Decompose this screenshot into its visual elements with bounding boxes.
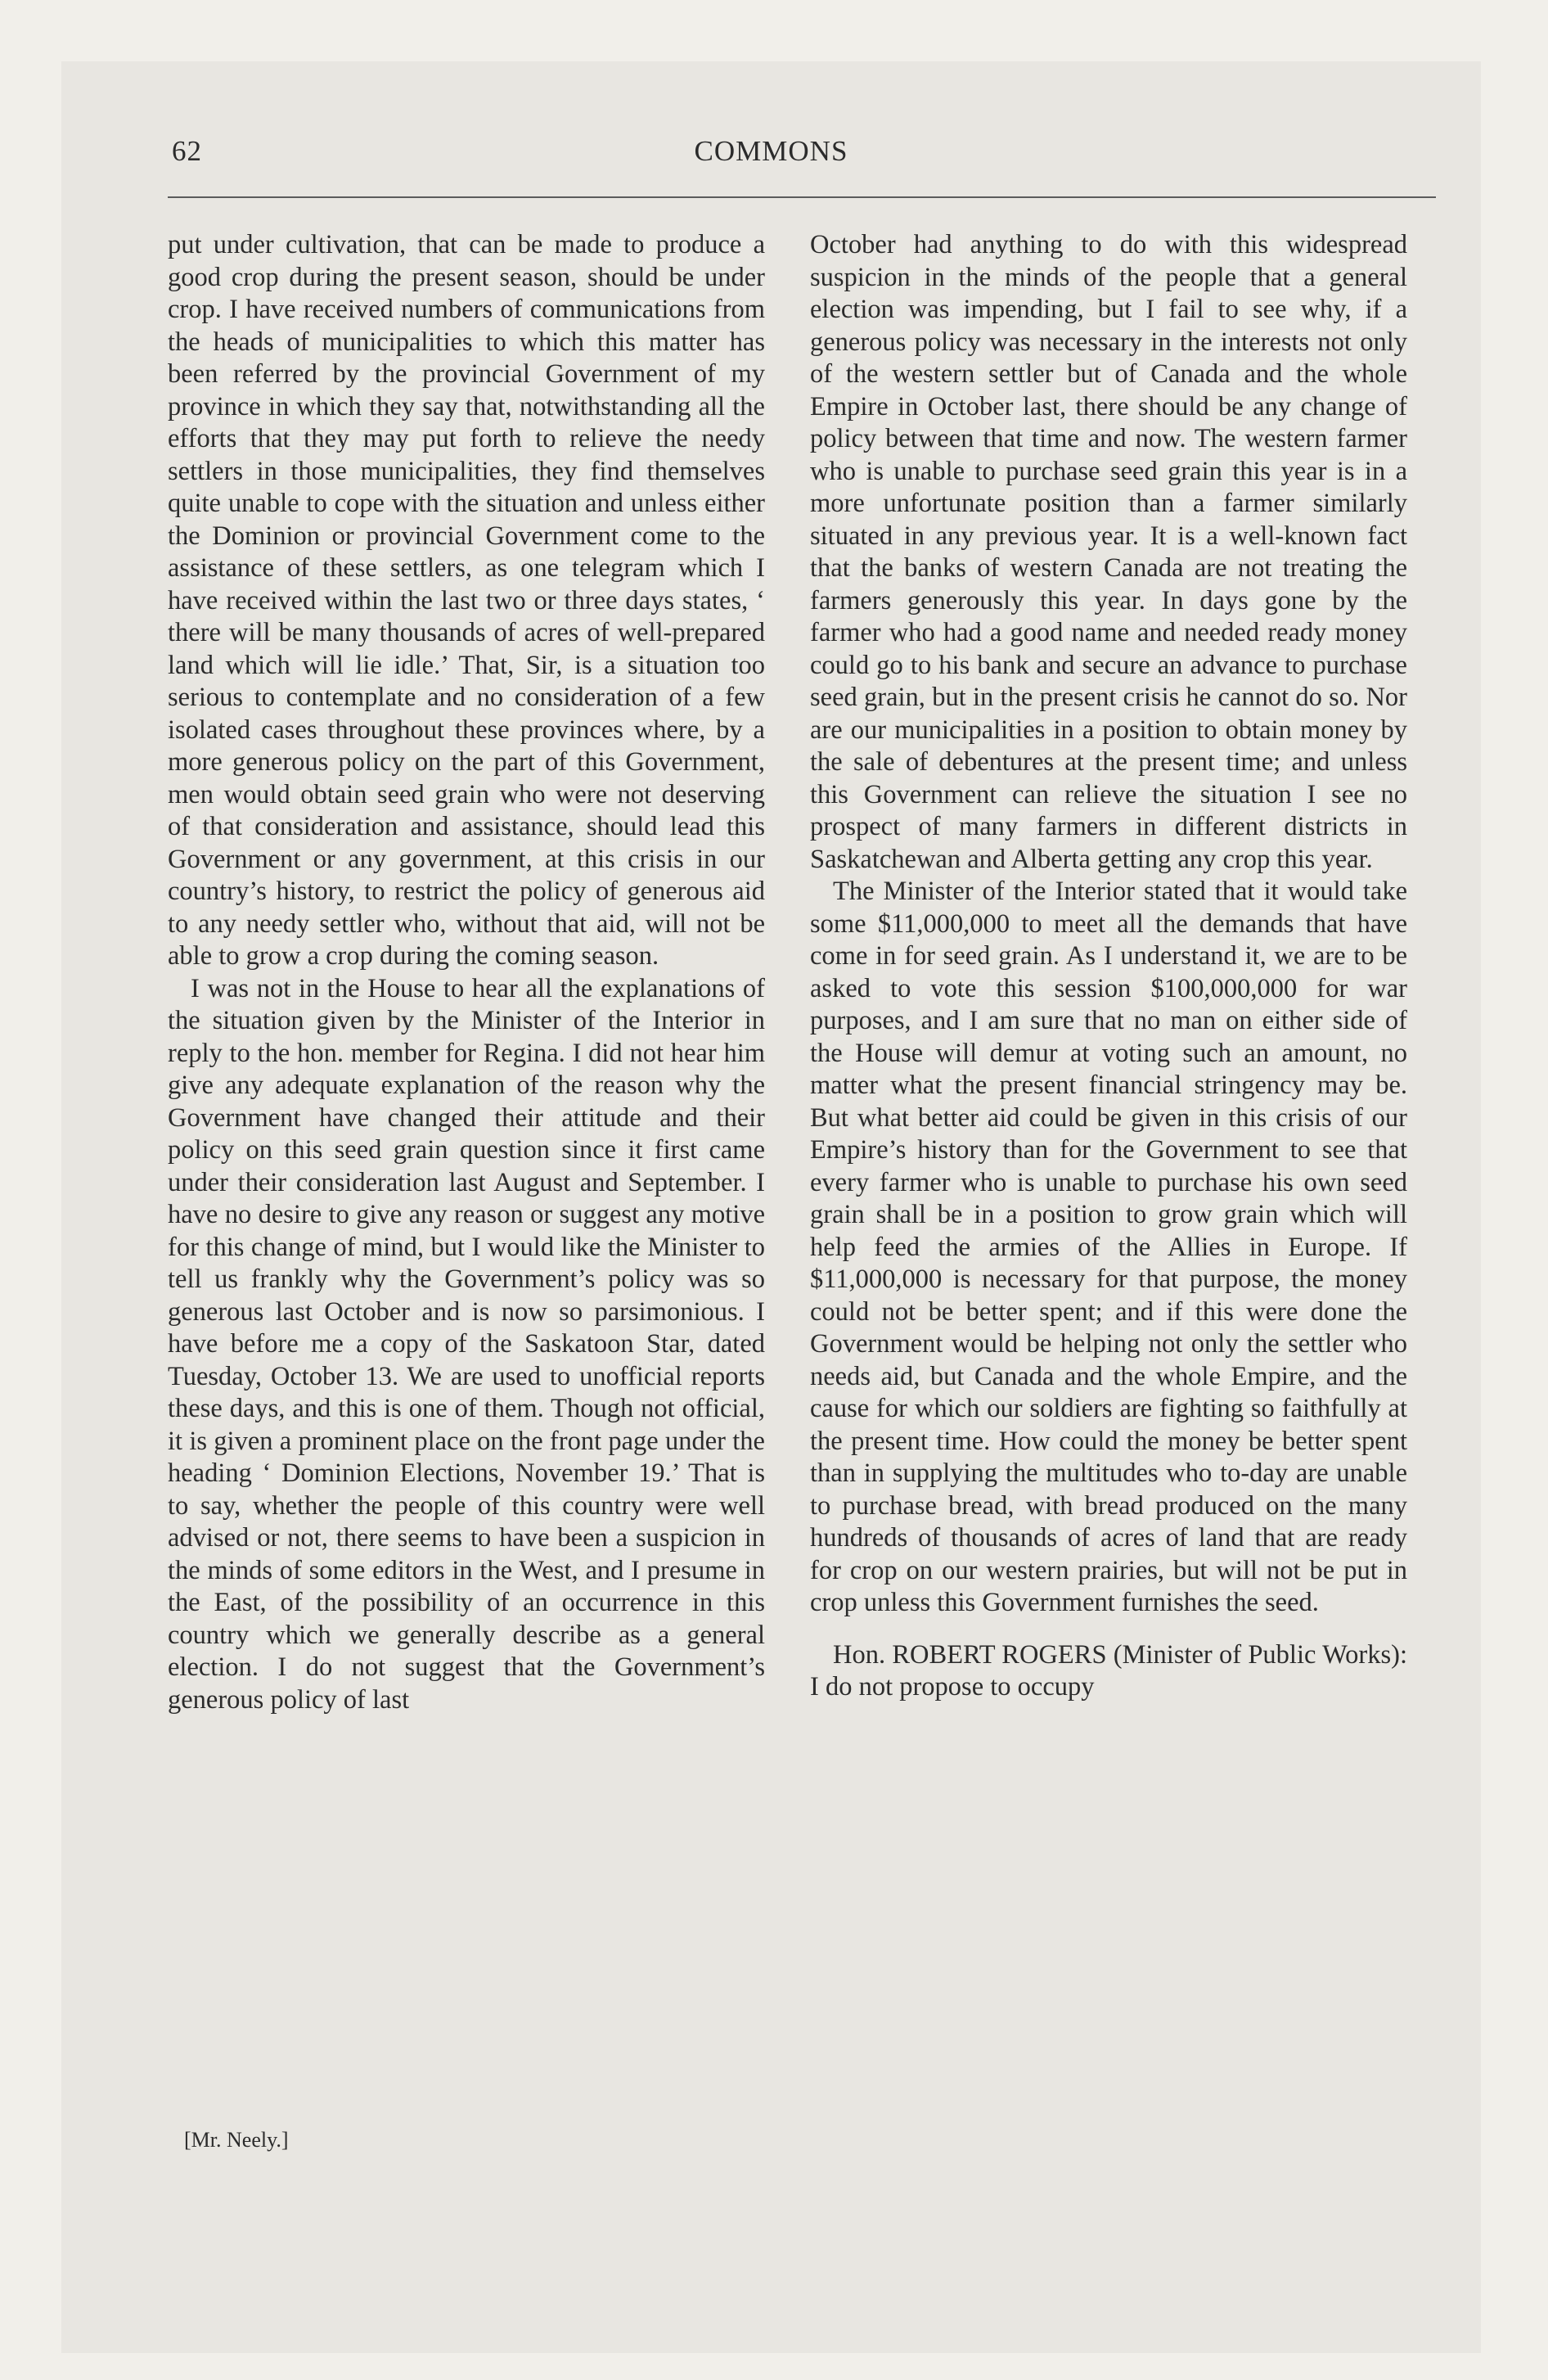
page-number: 62: [172, 135, 202, 167]
speaker-note: [Mr. Neely.]: [184, 2128, 289, 2152]
header-rule: [168, 196, 1436, 198]
paragraph: put under cultivation, that can be made to produce a good crop during the present season, should be under crop. I have received numbers of communications from the heads of municipalities to which this matter has been referred by the provincial Government of my province in which they say that, notwithstanding all the efforts that they may put forth to relieve the needy settlers in those municipalities, they find themselves quite unable to cope with the situation and unless either the Dominion or provincial Government come to the assistance of these settlers, as one telegram which I have received within the last two or three days states, ‘ there will be many thousands of acres of well-prepared land which will lie idle.’ That, Sir, is a situation too serious to contemplate and no consideration of a few isolated cases throughout these provinces where, by a more generous policy on the part of this Government, men would obtain seed grain who were not deserving of that consideration and assistance, should lead this Government or any government, at this crisis in our country’s history, to restrict the policy of generous aid to any needy settler who, without that aid, will not be able to grow a crop during the coming season.: [168, 230, 765, 971]
page-title: COMMONS: [694, 135, 848, 167]
paragraph: October had anything to do with this widespread suspicion in the minds of the people that a general election was impending, but I fail to see why, if a generous policy was necessary in the interests not only of the western settler but of Canada and the whole Empire in October last, there should be any change of policy between that time and now. The western farmer who is unable to purchase seed grain this year is in a more unfortunate position than a farmer similarly situated in any previous year. It is a well-known fact that the banks of western Canada are not treating the farmers generously this year. In days gone by the farmer who had a good name and needed ready money could go to his bank and secure an advance to purchase seed grain, but in the present crisis he cannot do so. Nor are our municipalities in a position to obtain money by the sale of debentures at the present time; and unless this Government can relieve the situation I see no prospect of many farmers in different districts in Saskatchewan and Alberta getting any crop this year.: [810, 230, 1407, 874]
paragraph: I was not in the House to hear all the explanations of the situation given by the Minister of the Interior in reply to the hon. member for Regina. I did not hear him give any adequate explanation of the reason why the Government have changed their attitude and their policy on this seed grain question since it first came under their consideration last August and September. I have no desire to give any reason or suggest any motive for this change of mind, but I would like the Minister to tell us frankly why the Government’s policy was so generous last October and is now so parsimonious. I have before me a copy of the Saskatoon Star, dated Tuesday, October 13. We are used to unofficial reports these days, and this is one of them. Though not official, it is given a prominent place on the front page under the heading ‘ Dominion Elections, November 19.’ That is to say, whether the people of this country were well advised or not, there seems to have been a suspicion in the minds of some editors in the West, and I presume in the East, of the possibility of an occurrence in this country which we generally describe as a general election. I do not suggest that the Government’s generous policy of last: [168, 973, 765, 1715]
paragraph: The Minister of the Interior stated that it would take some $11,000,000 to meet all the demands that have come in for seed grain. As I understand it, we are to be asked to vote this session $100,000,000 for war purposes, and I am sure that no man on either side of the House will demur at voting such an amount, no matter what the present financial stringency may be. But what better aid could be given in this crisis of our Empire’s history than for the Government to see that every farmer who is unable to purchase his own seed grain shall be in a position to grow grain which will help feed the armies of the Allies in Europe. If $11,000,000 is necessary for that purpose, the money could not be better spent; and if this were done the Government would be helping not only the settler who needs aid, but Canada and the whole Empire, and the cause for which our soldiers are fighting so faithfully at the present time. How could the money be better spent than in supplying the multitudes who to-day are unable to purchase bread, with bread produced on the many hundreds of thousands of acres of land that are ready for crop on our western prairies, but will not be put in crop unless this Government furnishes the seed.: [810, 877, 1407, 1617]
left-column: [168, 229, 765, 1716]
speaker-paragraph: Hon. ROBERT ROGERS (Minister of Public Works): I do not propose to occupy: [810, 1639, 1407, 1702]
right-column: [810, 229, 1407, 1704]
page: [61, 61, 1481, 2353]
